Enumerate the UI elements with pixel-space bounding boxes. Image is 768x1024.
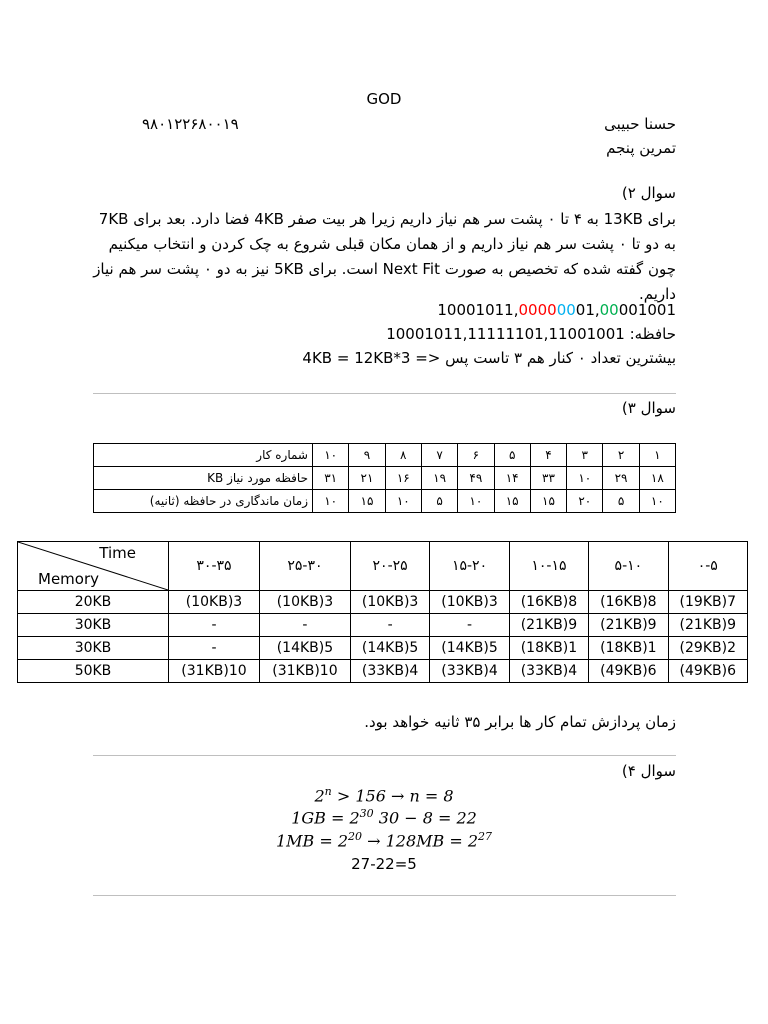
table-cell: 3(10KB) — [430, 591, 509, 614]
page-title: GOD — [366, 90, 402, 108]
interval-header: ۵-۱۰ — [589, 542, 668, 591]
student-id: ۹۸۰۱۲۲۶۸۰۰۱۹ — [142, 115, 239, 133]
q4-heading: سوال ۴) — [621, 762, 676, 780]
q2-heading: سوال ۲) — [621, 184, 676, 202]
table-cell: ۱۰ — [458, 490, 494, 513]
eq1-base: 2 — [314, 786, 325, 806]
q2-max-line: بیشترین تعداد ۰ کنار هم ۳ تاست پس <= 3*4KB = 12KB — [302, 349, 676, 367]
table-cell: 6(49KB) — [668, 660, 747, 683]
eq1-exp: n — [324, 785, 332, 798]
table-cell: ۲۱ — [349, 467, 385, 490]
table-cell: ۵ — [603, 490, 639, 513]
divider — [93, 393, 676, 394]
table-cell: ۴ — [530, 444, 566, 467]
memory-label: 20KB — [18, 591, 169, 614]
table-cell: ۱۵ — [494, 490, 530, 513]
interval-header: ۰-۵ — [668, 542, 747, 591]
table-cell: 3(10KB) — [259, 591, 350, 614]
jobs-table — [93, 443, 676, 513]
table-cell: ۶ — [458, 444, 494, 467]
table-cell: ۱۰ — [385, 490, 421, 513]
table-cell: ۱ — [639, 444, 675, 467]
table-cell: ۴۹ — [458, 467, 494, 490]
q4-equation-1 — [0, 785, 768, 805]
eq3-lhs: 1MB = 2 — [275, 831, 349, 851]
table-cell: - — [430, 614, 509, 637]
eq3-exp2: 27 — [478, 830, 493, 843]
corner-time-label: Time — [99, 544, 136, 562]
bits-green: 00 — [599, 301, 619, 319]
table-cell: ۵ — [494, 444, 530, 467]
interval-header: ۲۰-۲۵ — [350, 542, 429, 591]
table-cell: ۳۱ — [313, 467, 349, 490]
table-cell: 4(33KB) — [430, 660, 509, 683]
table-cell: 4(33KB) — [350, 660, 429, 683]
row-label: حافظه مورد نیاز KB — [94, 467, 313, 490]
q3-processing-time: زمان پردازش تمام کار ها برابر ۳۵ ثانیه خواهد بود. — [364, 713, 676, 731]
corner-cell — [18, 542, 169, 591]
memory-label: 30KB — [18, 614, 169, 637]
table-cell: 6(49KB) — [589, 660, 668, 683]
table-cell: - — [350, 614, 429, 637]
q4-equation-3 — [0, 830, 768, 850]
interval-header: ۱۰-۱۵ — [509, 542, 588, 591]
row-label: زمان ماندگاری در حافظه (ثانیه) — [94, 490, 313, 513]
table-cell: ۹ — [349, 444, 385, 467]
table-cell: ۱۰ — [313, 444, 349, 467]
table-cell: ۱۰ — [639, 490, 675, 513]
table-row — [18, 591, 748, 614]
table-cell: - — [169, 637, 260, 660]
table-cell: ۱۰ — [313, 490, 349, 513]
table-cell: ۵ — [421, 490, 457, 513]
table-cell: 3(10KB) — [169, 591, 260, 614]
q2-memory-line: حافظه: 10001011,11111101,11001001 — [386, 325, 676, 343]
table-cell: ۱۵ — [530, 490, 566, 513]
table-row — [94, 467, 676, 490]
table-row — [94, 444, 676, 467]
table-row — [94, 490, 676, 513]
table-cell: ۳ — [567, 444, 603, 467]
corner-memory-label: Memory — [38, 570, 100, 588]
table-row — [18, 614, 748, 637]
bits-part1: 10001011, — [437, 301, 519, 319]
eq2-lhs: 1GB = 2 — [291, 808, 360, 828]
table-cell: 9(21KB) — [509, 614, 588, 637]
eq3-exp: 20 — [348, 830, 363, 843]
table-cell: ۱۹ — [421, 467, 457, 490]
table-cell: 10(31KB) — [169, 660, 260, 683]
table-cell: 10(31KB) — [259, 660, 350, 683]
table-cell: 8(16KB) — [589, 591, 668, 614]
bits-part2: 01, — [575, 301, 600, 319]
table-cell: ۱۵ — [349, 490, 385, 513]
memory-label: 30KB — [18, 637, 169, 660]
table-cell: ۱۶ — [385, 467, 421, 490]
bits-part3: 001001 — [618, 301, 676, 319]
table-cell: ۳۳ — [530, 467, 566, 490]
table-cell: ۱۰ — [567, 467, 603, 490]
table-cell: ۱۴ — [494, 467, 530, 490]
q3-heading: سوال ۳) — [621, 399, 676, 417]
table-cell: ۸ — [385, 444, 421, 467]
table-cell: ۷ — [421, 444, 457, 467]
eq3-mid: → 128MB = 2 — [362, 831, 479, 851]
table-row — [18, 637, 748, 660]
table-cell: 7(19KB) — [668, 591, 747, 614]
interval-header: ۲۵-۳۰ — [259, 542, 350, 591]
student-name: حسنا حبیبی — [604, 115, 676, 133]
table-cell: 4(33KB) — [509, 660, 588, 683]
divider — [93, 895, 676, 896]
interval-header: ۳۰-۳۵ — [169, 542, 260, 591]
bits-red: 0000 — [518, 301, 557, 319]
schedule-table — [17, 541, 748, 683]
bits-blue: 00 — [556, 301, 576, 319]
table-cell: 9(21KB) — [668, 614, 747, 637]
eq2-rest: 30 − 8 = 22 — [373, 808, 477, 828]
table-cell: - — [259, 614, 350, 637]
memory-label: 50KB — [18, 660, 169, 683]
eq1-rest: > 156 → n = 8 — [331, 786, 454, 806]
assignment-title: تمرین پنجم — [606, 139, 676, 157]
table-cell: ۱۸ — [639, 467, 675, 490]
table-cell: 5(14KB) — [350, 637, 429, 660]
q2-bit-string — [437, 301, 676, 319]
eq2-exp: 30 — [359, 807, 374, 820]
table-cell: 1(18KB) — [589, 637, 668, 660]
table-cell: 9(21KB) — [589, 614, 668, 637]
table-cell: 5(14KB) — [259, 637, 350, 660]
table-cell: ۲ — [603, 444, 639, 467]
table-cell: ۲۰ — [567, 490, 603, 513]
q2-paragraph: برای 13KB به ۴ تا ۰ پشت سر هم نیاز داریم زیرا هر بیت صفر 4KB فضا دارد. بعد برای 7KB به دو تا ۰ پشت سر هم نیاز داریم و از همان مکان قبلی شروع به چک کردن و انتخاب میکنیم چون گفته شده که تخصیص به صورت Next Fit است. برای 5KB نیز به دو ۰ پشت سر هم نیاز داریم. — [93, 210, 676, 303]
q4-equation-4: 27-22=5 — [351, 855, 417, 873]
divider — [93, 755, 676, 756]
interval-header: ۱۵-۲۰ — [430, 542, 509, 591]
table-cell: ۲۹ — [603, 467, 639, 490]
table-cell: 3(10KB) — [350, 591, 429, 614]
table-cell: - — [169, 614, 260, 637]
table-cell: 2(29KB) — [668, 637, 747, 660]
row-label: شماره کار — [94, 444, 313, 467]
table-row — [18, 660, 748, 683]
table-header-row — [18, 542, 748, 591]
table-cell: 5(14KB) — [430, 637, 509, 660]
table-cell: 8(16KB) — [509, 591, 588, 614]
q4-equation-2 — [0, 807, 768, 827]
table-cell: 1(18KB) — [509, 637, 588, 660]
